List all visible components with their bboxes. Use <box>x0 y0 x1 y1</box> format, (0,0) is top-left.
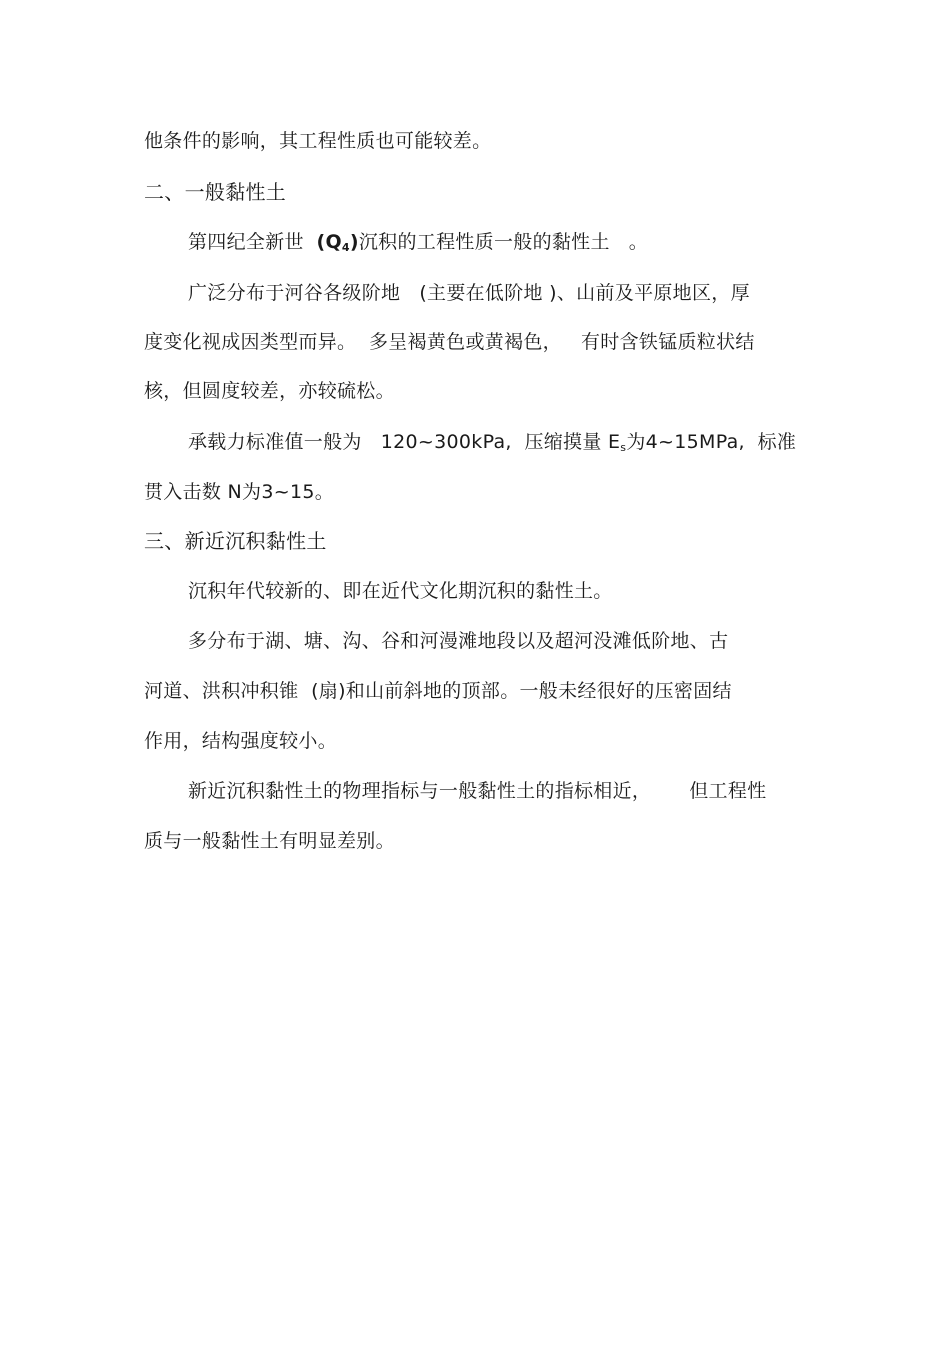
bearing-text-rest: 为4~15MPa, 标准 <box>626 431 797 453</box>
paragraph-holocene-rest: 沉积的工程性质一般的黏性土 。 <box>358 231 649 253</box>
paragraph-recent-distribution-line-3: 作用，结构强度较小。 <box>144 730 338 752</box>
paragraph-holocene-text: 第四纪全新世 <box>188 231 317 253</box>
paragraph-distribution-line-2: 度变化视成因类型而异。 多呈褐黄色或黄褐色， 有时含铁锰质粒状结 <box>144 331 755 353</box>
paragraph-bearing-line-1 <box>188 430 796 454</box>
paragraph-recent-distribution-line-2: 河道、洪积冲积锥 (扇)和山前斜地的顶部。一般未经很好的压密固结 <box>144 680 732 702</box>
paragraph-holocene <box>188 230 648 254</box>
q4-close: ) <box>349 231 359 253</box>
paragraph-recent-distribution-line-1: 多分布于湖、塘、沟、谷和河漫滩地段以及超河没滩低阶地、古 <box>188 630 729 652</box>
es-subscript: s <box>620 441 627 454</box>
paragraph-recent-properties-line-2: 质与一般黏性土有明显差别。 <box>144 830 395 852</box>
paragraph-distribution-line-1: 广泛分布于河谷各级阶地 (主要在低阶地 )、山前及平原地区，厚 <box>188 282 750 304</box>
paragraph-bearing-line-2: 贯入击数 N为3~15。 <box>144 481 335 503</box>
q4-open: (Q <box>316 231 342 253</box>
bearing-text: 承载力标准值一般为 120~300kPa, 压缩摸量 E <box>188 431 621 453</box>
paragraph-distribution-line-3: 核，但圆度较差，亦较硫松。 <box>144 380 395 402</box>
section-heading-recent-clay: 三、新近沉积黏性土 <box>144 529 327 553</box>
continuation-text: 他条件的影响，其工程性质也可能较差。 <box>144 130 492 152</box>
q4-subscript: 4 <box>341 241 350 254</box>
paragraph-recent-properties-line-1: 新近沉积黏性土的物理指标与一般黏性土的指标相近， 但工程性 <box>188 780 767 802</box>
section-heading-general-clay: 二、一般黏性土 <box>144 180 287 204</box>
q4-label <box>316 231 358 253</box>
paragraph-recent-age: 沉积年代较新的、即在近代文化期沉积的黏性土。 <box>188 580 613 602</box>
